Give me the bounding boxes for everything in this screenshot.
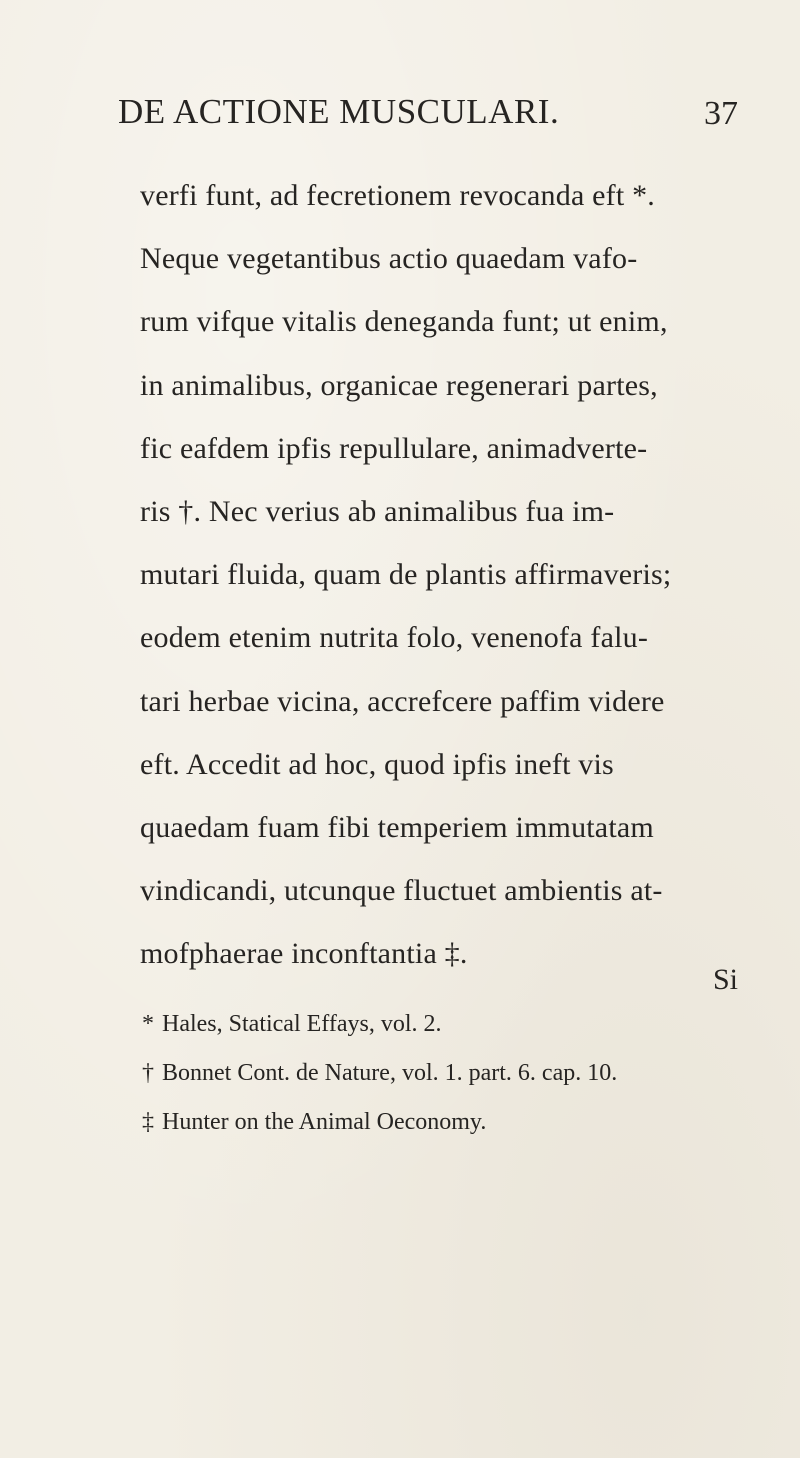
text-line: ris †. Nec verius ab animalibus fua im- xyxy=(140,494,615,528)
text-line: rum vifque vitalis deneganda funt; ut enim, xyxy=(140,305,668,339)
footnote-text: Bonnet Cont. de Nature, vol. 1. part. 6. cap. 10. xyxy=(162,1060,618,1086)
text-line: verfi funt, ad fecretionem revocanda eft *. xyxy=(140,179,656,212)
running-title: DE ACTIONE MUSCULARI. xyxy=(118,92,560,131)
footnotes xyxy=(142,1000,782,1147)
footnote-mark: ‡ xyxy=(142,1109,154,1135)
footnote-mark: † xyxy=(142,1060,154,1086)
page-header xyxy=(118,92,738,142)
text-line: mutari fluida, quam de plantis affirmaveris; xyxy=(140,558,672,592)
text-line: in animalibus, organicae regenerari partes, xyxy=(140,368,658,402)
text-line: fic eafdem ipfis repullulare, animadverte- xyxy=(140,431,648,465)
text-line: eodem etenim nutrita folo, venenofa falu- xyxy=(140,621,649,655)
catchword: Si xyxy=(712,963,738,996)
page-number: 37 xyxy=(704,95,738,132)
footnote-text: Hunter on the Animal Oeconomy. xyxy=(162,1109,487,1135)
body-text xyxy=(140,164,780,985)
text-line: vindicandi, utcunque fluctuet ambientis at- xyxy=(140,874,663,908)
footnote-mark: * xyxy=(142,1011,154,1037)
text-line: tari herbae vicina, accrefcere paffim videre xyxy=(140,684,665,718)
text-line: mofphaerae inconftantia ‡. xyxy=(140,937,468,971)
text-line: eft. Accedit ad hoc, quod ipfis ineft vis xyxy=(140,747,614,781)
text-line: Neque vegetantibus actio quaedam vafo- xyxy=(140,242,638,276)
footnote xyxy=(142,1000,782,1049)
footnote xyxy=(142,1098,782,1147)
text-line: quaedam fuam fibi temperiem immutatam xyxy=(140,810,654,844)
footnote xyxy=(142,1049,782,1098)
footnote-text: Hales, Statical Effays, vol. 2. xyxy=(162,1011,442,1037)
